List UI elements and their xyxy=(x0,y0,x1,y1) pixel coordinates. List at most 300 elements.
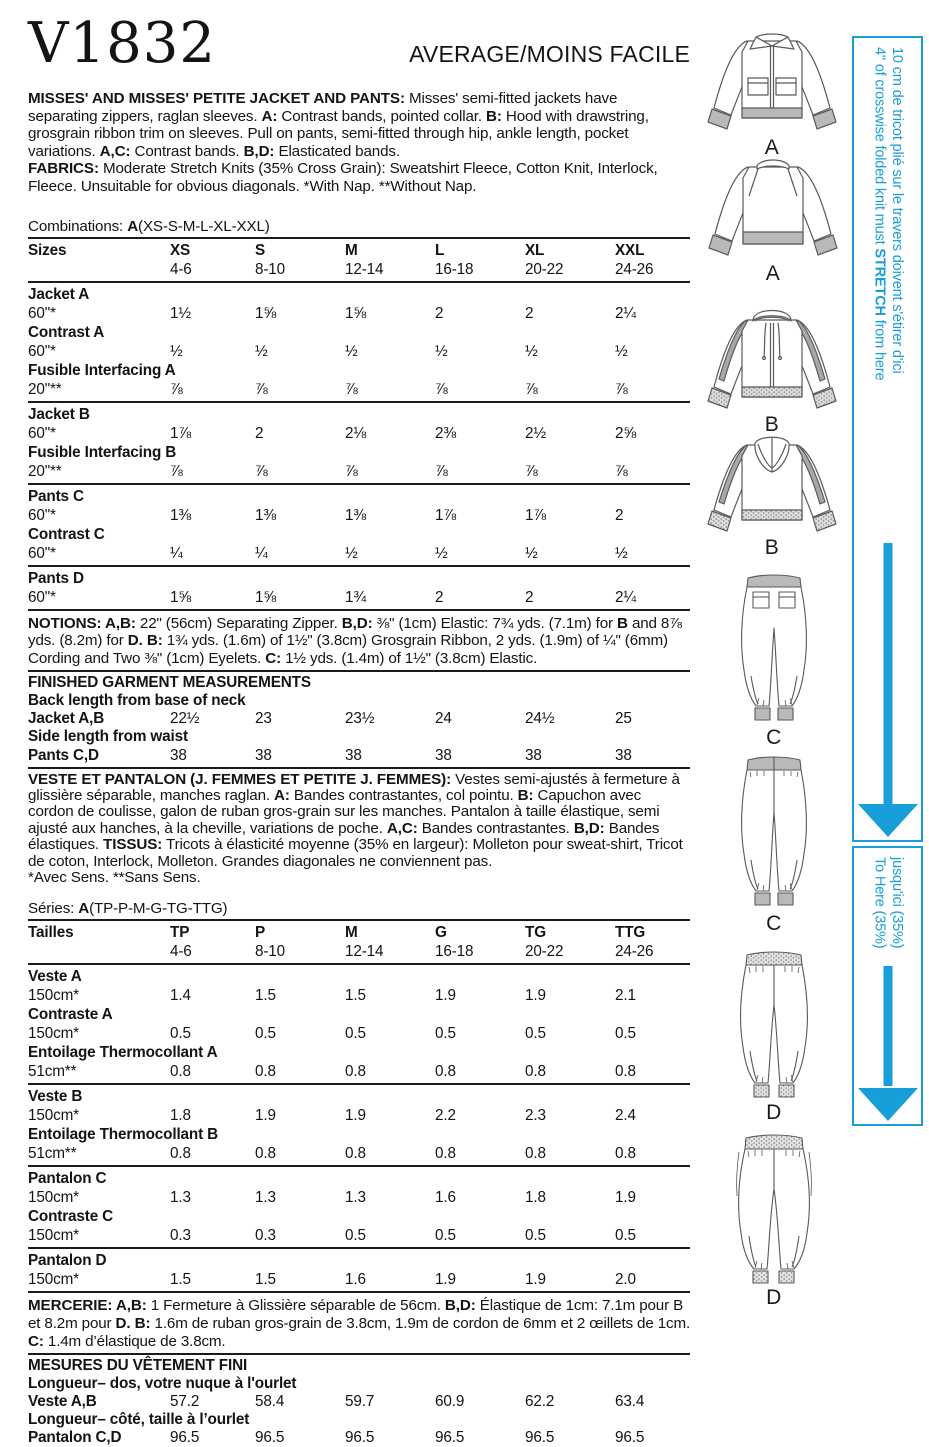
pants-d-front-drawing xyxy=(730,951,818,1101)
value-cell: 4-6 xyxy=(170,260,192,278)
row-label-cell: Sizes xyxy=(28,241,67,259)
value-cell: 12-14 xyxy=(345,943,384,961)
text: Bandes contrastantes. xyxy=(417,819,574,837)
yardage-table-french xyxy=(28,919,690,1293)
figure-label: A xyxy=(765,262,781,285)
figure-pants-d-front xyxy=(728,951,820,1124)
value-cell: 1.9 xyxy=(345,1107,366,1125)
value-cell: 0.8 xyxy=(525,1145,546,1163)
value-cell: 96.5 xyxy=(255,1429,285,1447)
text: Contrast bands. xyxy=(130,142,244,160)
figure-pants-c-back xyxy=(731,574,817,749)
value-cell: 96.5 xyxy=(345,1429,375,1447)
value-cell: 58.4 xyxy=(255,1393,285,1410)
value-cell: 2½ xyxy=(525,424,546,442)
table-row xyxy=(28,923,690,942)
text: 10 cm de tricot plié sur le travers doivent s'étirer d'ici xyxy=(889,47,905,374)
table-row xyxy=(28,1270,690,1289)
stretch-gauge-line-french xyxy=(888,47,906,380)
notions-paragraph xyxy=(28,615,690,668)
divider xyxy=(28,237,690,239)
divider xyxy=(28,963,690,965)
row-label-cell xyxy=(28,942,170,961)
value-cell: L xyxy=(435,241,445,259)
value-cell: 2¼ xyxy=(615,304,636,322)
value-cell: 8-10 xyxy=(255,943,286,961)
value-cell: M xyxy=(345,241,358,259)
value-cell: ⅞ xyxy=(345,380,358,398)
value-cell: 1.6 xyxy=(345,1271,366,1289)
value-cell: 2 xyxy=(255,424,264,442)
garment-row-label: Pants D xyxy=(28,569,84,587)
table-row xyxy=(28,342,690,361)
value-cell: 1.9 xyxy=(435,1271,456,1289)
text: Élastique de 1cm: 7.1m pour B et 8.2m pour xyxy=(28,1297,684,1332)
value-cell: 0.5 xyxy=(170,1025,191,1043)
table-row xyxy=(28,1392,690,1411)
description-french xyxy=(28,772,690,887)
table-row xyxy=(28,462,690,481)
value-cell: 23 xyxy=(255,710,272,728)
table-row xyxy=(28,544,690,563)
row-label-cell: 150cm* xyxy=(28,987,79,1005)
value-cell: 0.5 xyxy=(525,1227,546,1245)
row-label-cell: 51cm** xyxy=(28,1145,77,1163)
value-cell: 24 xyxy=(435,710,452,728)
table-row xyxy=(28,1144,690,1163)
value-cell: 2⅜ xyxy=(435,424,456,442)
value-cell: TP xyxy=(170,924,190,942)
value-cell: ⅞ xyxy=(345,462,358,480)
table-row xyxy=(28,746,690,765)
text: (TP-P-M-G-TG-TTG) xyxy=(89,900,228,918)
value-cell: ⅞ xyxy=(615,462,628,480)
pattern-number: V1832 xyxy=(28,11,216,76)
difficulty-rating: AVERAGE/MOINS FACILE xyxy=(409,41,690,67)
stretch-gauge-upper-box xyxy=(852,36,923,842)
value-cell: 1.9 xyxy=(615,1189,636,1207)
divider xyxy=(28,483,690,485)
value-cell: 25 xyxy=(615,710,632,728)
table-row xyxy=(28,380,690,399)
value-cell: ⅞ xyxy=(525,380,538,398)
figure-label: C xyxy=(766,912,782,935)
garment-row-label: Veste A xyxy=(28,968,82,986)
value-cell: 0.5 xyxy=(435,1227,456,1245)
value-cell: 1.3 xyxy=(170,1189,191,1207)
value-cell: 2⅛ xyxy=(345,424,366,442)
value-cell: 38 xyxy=(345,746,362,764)
value-cell: ⅞ xyxy=(525,462,538,480)
row-label-cell: 150cm* xyxy=(28,1271,79,1289)
value-cell: 0.8 xyxy=(345,1063,366,1081)
table-row xyxy=(28,260,690,279)
value-cell: 0.8 xyxy=(255,1145,276,1163)
text: and 8⅞ yds. (8.2m) for xyxy=(28,614,682,650)
value-cell: 2.1 xyxy=(615,987,636,1005)
garment-row-label: Contraste A xyxy=(28,1006,113,1024)
finished-measurements-english xyxy=(28,674,690,764)
value-cell: G xyxy=(435,924,447,942)
value-cell: ½ xyxy=(525,544,538,562)
series-line xyxy=(28,900,690,917)
text: Bandes élastiques. xyxy=(28,819,660,854)
measurement-heading: Longueur– côté, taille à l’ourlet xyxy=(28,1411,250,1428)
bold-text: STRETCH xyxy=(871,248,888,316)
row-label-cell: 150cm* xyxy=(28,1025,79,1043)
bold-text: D. B: xyxy=(127,632,163,650)
value-cell: 20-22 xyxy=(525,260,564,278)
garment-row-label: Jacket A xyxy=(28,285,90,303)
divider xyxy=(28,401,690,403)
value-cell: 0.5 xyxy=(615,1025,636,1043)
value-cell: 0.8 xyxy=(525,1063,546,1081)
bold-text: B: xyxy=(486,107,502,125)
measurement-heading: Back length from base of neck xyxy=(28,691,246,709)
text: Séries: xyxy=(28,900,79,918)
finished-title: MESURES DU VÊTEMENT FINI xyxy=(28,1357,248,1375)
bold-text: B,D: xyxy=(341,614,373,632)
bold-text: FABRICS: xyxy=(28,160,99,178)
text: Capuchon avec cordon de coulisse, galon de ruban gros-grain sur les manches. Pantalon à taille élastique, semi ajusté aux hanches, à la cheville, variations de poche. xyxy=(28,786,660,837)
jacket-a-back-drawing xyxy=(701,152,845,262)
value-cell: ⅞ xyxy=(170,462,183,480)
value-cell: 2¼ xyxy=(615,588,636,606)
value-cell: 1.5 xyxy=(255,987,276,1005)
value-cell: 1.3 xyxy=(345,1189,366,1207)
divider xyxy=(28,1291,690,1293)
text: 1.4m d’élastique de 3.8cm. xyxy=(43,1332,226,1350)
value-cell: 2 xyxy=(525,304,534,322)
header-row xyxy=(28,11,690,76)
row-label-cell: 60"* xyxy=(28,588,56,606)
bold-text: A: xyxy=(261,107,278,125)
value-cell: 38 xyxy=(615,746,632,764)
figure-pants-d-back xyxy=(726,1134,822,1309)
value-cell: 2.2 xyxy=(435,1107,456,1125)
row-label-cell: 150cm* xyxy=(28,1227,79,1245)
value-cell: 2.3 xyxy=(525,1107,546,1125)
value-cell: M xyxy=(345,924,358,942)
row-label-cell: 60"* xyxy=(28,424,56,442)
value-cell: ½ xyxy=(615,544,628,562)
figure-label: B xyxy=(764,536,780,559)
text: *Avec Sens. **Sans Sens. xyxy=(28,869,201,886)
table-row xyxy=(28,942,690,961)
bold-text: MISSES' AND MISSES' PETITE JACKET AND PANTS: xyxy=(28,90,405,107)
garment-row-label: Pantalon D xyxy=(28,1252,107,1270)
value-cell: 96.5 xyxy=(615,1429,645,1447)
stretch-gauge-text xyxy=(870,47,905,380)
text: 22" (56cm) Separating Zipper. xyxy=(135,614,342,632)
gauge-arrowhead-icon xyxy=(858,1088,918,1121)
value-cell: 0.8 xyxy=(255,1063,276,1081)
bold-text: B,D: xyxy=(444,1297,476,1315)
value-cell: 38 xyxy=(525,746,542,764)
row-label-cell: 20"** xyxy=(28,462,62,480)
value-cell: 20-22 xyxy=(525,943,564,961)
text: Moderate Stretch Knits (35% Cross Grain): Sweatshirt Fleece, Cotton Knit, Interlock, Fleece. Unsuitable for obvious diagonals. *With Nap. **Without Nap. xyxy=(28,160,658,195)
value-cell: 24-26 xyxy=(615,943,654,961)
value-cell: 1½ xyxy=(170,304,191,322)
bold-text: B xyxy=(617,614,628,632)
table-row xyxy=(28,304,690,323)
garment-row-label: Fusible Interfacing A xyxy=(28,361,176,379)
figure-jacket-a-front xyxy=(696,26,848,159)
garment-row-label: Entoilage Thermocollant B xyxy=(28,1126,219,1144)
pants-c-back-drawing xyxy=(733,574,815,726)
value-cell: 2 xyxy=(435,588,444,606)
value-cell: 8-10 xyxy=(255,260,286,278)
text: 1¾ yds. (1.6m) of 1½" (3.8cm) Grosgrain Ribbon, 2 yds. (1.9m) of ¼" (6mm) Cording and Two ⅜" (1cm) Eyelets. xyxy=(28,632,668,667)
value-cell: 1.4 xyxy=(170,987,191,1005)
value-cell: 4-6 xyxy=(170,943,192,961)
value-cell: S xyxy=(255,241,266,259)
value-cell: ¼ xyxy=(255,544,268,562)
text: 1 Fermeture à Glissière séparable de 56cm. xyxy=(146,1297,445,1315)
value-cell: 0.5 xyxy=(615,1227,636,1245)
to-here-french: jusqu'ici (35%) xyxy=(889,857,905,949)
value-cell: ⅞ xyxy=(255,380,268,398)
value-cell: TTG xyxy=(615,924,646,942)
value-cell: 24½ xyxy=(525,710,555,728)
figure-jacket-b-front xyxy=(696,303,848,436)
value-cell: 1⅝ xyxy=(170,588,191,606)
value-cell: 0.8 xyxy=(435,1063,456,1081)
value-cell: 16-18 xyxy=(435,943,474,961)
value-cell: 1.5 xyxy=(345,987,366,1005)
value-cell: 62.2 xyxy=(525,1393,555,1410)
table-row xyxy=(28,424,690,443)
text: ⅜" (1cm) Elastic: 7¾ yds. (7.1m) for xyxy=(372,614,617,632)
finished-title: FINISHED GARMENT MEASUREMENTS xyxy=(28,674,311,692)
stretch-gauge-line-english xyxy=(870,47,888,380)
value-cell: 1⅝ xyxy=(255,304,276,322)
value-cell: 1.8 xyxy=(525,1189,546,1207)
value-cell: 1.5 xyxy=(255,1271,276,1289)
value-cell: XXL xyxy=(615,241,645,259)
value-cell: 1⅝ xyxy=(255,588,276,606)
gauge-arrow-shaft xyxy=(883,543,892,807)
value-cell: 38 xyxy=(435,746,452,764)
figure-label: A xyxy=(764,136,780,159)
pants-d-back-drawing xyxy=(728,1134,820,1286)
value-cell: 0.5 xyxy=(345,1227,366,1245)
bold-text: B,D: xyxy=(573,819,605,837)
value-cell: 1.3 xyxy=(255,1189,276,1207)
jacket-a-front-drawing xyxy=(698,26,846,136)
measurement-heading: Side length from waist xyxy=(28,728,188,746)
row-label-cell: 150cm* xyxy=(28,1107,79,1125)
value-cell: 2.0 xyxy=(615,1271,636,1289)
value-cell: 0.3 xyxy=(170,1227,191,1245)
value-cell: 1⅝ xyxy=(345,304,366,322)
text: (XS-S-M-L-XL-XXL) xyxy=(138,217,270,235)
text: Hood with drawstring, grosgrain ribbon trim on sleeves. Pull on pants, semi-fitted through hip, ankle length, pocket variations. xyxy=(28,107,649,160)
bold-text: B: xyxy=(517,786,534,804)
value-cell: 38 xyxy=(170,746,187,764)
value-cell: ¼ xyxy=(170,544,183,562)
row-label-cell: Tailles xyxy=(28,924,74,942)
divider xyxy=(28,609,690,611)
table-row xyxy=(28,1188,690,1207)
value-cell: ⅞ xyxy=(435,380,448,398)
value-cell: 23½ xyxy=(345,710,375,728)
value-cell: 0.5 xyxy=(435,1025,456,1043)
value-cell: 0.5 xyxy=(255,1025,276,1043)
table-row xyxy=(28,588,690,607)
text: 4" of crosswise folded knit must xyxy=(871,47,888,249)
row-label-cell: Pants C,D xyxy=(28,746,99,764)
value-cell: 0.8 xyxy=(435,1145,456,1163)
bold-text: A xyxy=(78,900,90,918)
value-cell: 2 xyxy=(525,588,534,606)
value-cell: 1.8 xyxy=(170,1107,191,1125)
divider xyxy=(28,670,690,672)
value-cell: 0.8 xyxy=(170,1145,191,1163)
garment-row-label: Pants C xyxy=(28,487,84,505)
value-cell: 0.8 xyxy=(170,1063,191,1081)
text: from here xyxy=(871,315,888,381)
garment-row-label: Entoilage Thermocollant A xyxy=(28,1044,218,1062)
bold-text: VESTE ET PANTALON (J. FEMMES ET PETITE J. FEMMES): xyxy=(28,770,452,788)
value-cell: 1⅜ xyxy=(170,506,191,524)
value-cell: 0.8 xyxy=(615,1145,636,1163)
value-cell: ⅞ xyxy=(615,380,628,398)
value-cell: 0.5 xyxy=(345,1025,366,1043)
main-column xyxy=(28,11,691,1447)
garment-row-label: Contrast C xyxy=(28,525,105,543)
value-cell: 2 xyxy=(435,304,444,322)
value-cell: 22½ xyxy=(170,710,200,728)
value-cell: 1⅞ xyxy=(435,506,456,524)
value-cell: ½ xyxy=(435,342,448,360)
value-cell: 1.9 xyxy=(525,1271,546,1289)
value-cell: 24-26 xyxy=(615,260,654,278)
bold-text: B,D: xyxy=(243,142,275,160)
value-cell: 0.5 xyxy=(525,1025,546,1043)
value-cell: ½ xyxy=(255,342,268,360)
value-cell: XL xyxy=(525,241,545,259)
row-label-cell xyxy=(28,260,170,279)
divider xyxy=(28,919,690,921)
value-cell: 1¾ xyxy=(345,588,366,606)
row-label-cell: 60"* xyxy=(28,506,56,524)
value-cell: 0.8 xyxy=(345,1145,366,1163)
garment-row-label: Veste B xyxy=(28,1088,83,1106)
yardage-table-english xyxy=(28,237,690,611)
combinations-line xyxy=(28,218,690,235)
gauge-arrow-shaft xyxy=(883,966,892,1086)
table-row xyxy=(28,506,690,525)
table-row xyxy=(28,709,690,728)
value-cell: ½ xyxy=(345,342,358,360)
value-cell: 1.5 xyxy=(170,1271,191,1289)
row-label-cell: Pantalon C,D xyxy=(28,1429,122,1447)
value-cell: 1⅜ xyxy=(255,506,276,524)
text: Combinations: xyxy=(28,217,128,235)
garment-row-label: Fusible Interfacing B xyxy=(28,443,177,461)
value-cell: P xyxy=(255,924,266,942)
text: Elasticated bands. xyxy=(274,142,400,160)
table-row xyxy=(28,1062,690,1081)
figure-jacket-a-back xyxy=(700,152,846,285)
bold-text: MERCERIE: A,B: xyxy=(28,1297,147,1315)
figure-label: D xyxy=(766,1101,782,1124)
divider xyxy=(28,1353,690,1355)
jacket-b-back-drawing xyxy=(700,430,844,536)
bold-text: A xyxy=(127,217,139,235)
value-cell: ½ xyxy=(345,544,358,562)
value-cell: ⅞ xyxy=(255,462,268,480)
to-here-text xyxy=(870,857,905,948)
gauge-arrowhead-icon xyxy=(858,804,918,837)
value-cell: ⅞ xyxy=(435,462,448,480)
value-cell: 0.3 xyxy=(255,1227,276,1245)
value-cell: 1⅞ xyxy=(525,506,546,524)
value-cell: XS xyxy=(170,241,191,259)
table-row xyxy=(28,1428,690,1447)
value-cell: 1.9 xyxy=(435,987,456,1005)
pants-c-front-drawing xyxy=(733,756,815,912)
divider xyxy=(28,565,690,567)
stretch-gauge-lower-box xyxy=(852,846,923,1126)
value-cell: 38 xyxy=(255,746,272,764)
value-cell: ½ xyxy=(170,342,183,360)
value-cell: 2.4 xyxy=(615,1107,636,1125)
value-cell: 63.4 xyxy=(615,1393,645,1410)
bold-text: C: xyxy=(265,649,282,667)
value-cell: 96.5 xyxy=(435,1429,465,1447)
row-label-cell: 60"* xyxy=(28,304,56,322)
bold-text: TISSUS: xyxy=(103,836,163,854)
garment-row-label: Contrast A xyxy=(28,323,105,341)
value-cell: 1.9 xyxy=(525,987,546,1005)
value-cell: 1⅜ xyxy=(345,506,366,524)
to-here-english: To Here (35%) xyxy=(871,857,888,949)
divider xyxy=(28,281,690,283)
measurement-heading: Longueur– dos, votre nuque à l'ourlet xyxy=(28,1374,297,1392)
table-row xyxy=(28,1024,690,1043)
value-cell: TG xyxy=(525,924,546,942)
value-cell: ⅞ xyxy=(170,380,183,398)
table-row xyxy=(28,986,690,1005)
text: Contrast bands, pointed collar. xyxy=(277,107,486,125)
value-cell: 2 xyxy=(615,506,624,524)
value-cell: 1⅞ xyxy=(170,424,191,442)
divider xyxy=(28,767,690,769)
value-cell: ½ xyxy=(525,342,538,360)
row-label-cell: Jacket A,B xyxy=(28,710,105,728)
garment-row-label: Pantalon C xyxy=(28,1170,107,1188)
value-cell: 12-14 xyxy=(345,260,384,278)
description-english xyxy=(28,90,690,196)
value-cell: ½ xyxy=(435,544,448,562)
value-cell: 96.5 xyxy=(525,1429,555,1447)
value-cell: 1.6 xyxy=(435,1189,456,1207)
value-cell: 60.9 xyxy=(435,1393,465,1410)
text: 1½ yds. (1.4m) of 1½" (3.8cm) Elastic. xyxy=(281,649,538,667)
text: 1.6m de ruban gros-grain de 3.8cm, 1.9m de cordon de 6mm et 2 œillets de 1cm. xyxy=(150,1315,691,1332)
value-cell: 57.2 xyxy=(170,1393,200,1410)
text: Bandes contrastantes, col pointu. xyxy=(289,786,518,804)
row-label-cell: 51cm** xyxy=(28,1063,77,1081)
value-cell: 0.8 xyxy=(615,1063,636,1081)
divider xyxy=(28,1247,690,1249)
value-cell: ½ xyxy=(615,342,628,360)
table-row xyxy=(28,241,690,260)
jacket-b-front-drawing xyxy=(698,303,846,413)
